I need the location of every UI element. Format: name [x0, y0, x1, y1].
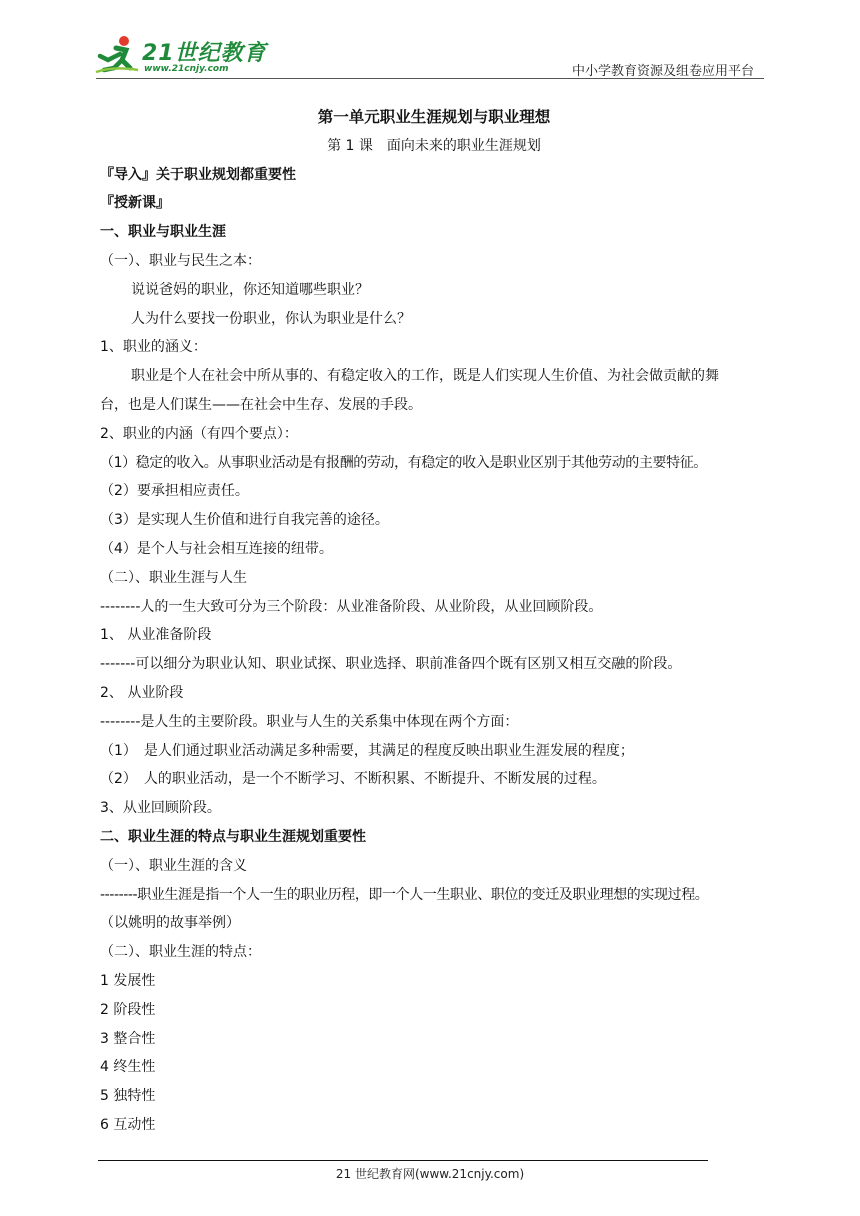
list-item: （3）是实现人生价值和进行自我完善的途径。	[100, 512, 389, 529]
paragraph-line: --------是人生的主要阶段。职业与人生的关系集中体现在两个方面：	[100, 713, 519, 730]
site-logo[interactable]	[94, 34, 267, 78]
paragraph-line: --------职业生涯是指一个人一生的职业历程，即一个人一生职业、职位的变迁及职业理想的实现过程。	[100, 886, 709, 903]
intro-heading: 『导入』关于职业规划都重要性	[100, 166, 296, 183]
runner-icon	[94, 34, 140, 76]
new-lesson-heading: 『授新课』	[100, 195, 170, 212]
list-item: 3 整合性	[100, 1030, 156, 1047]
list-item: （1）稳定的收入。从事职业活动是有报酬的劳动，有稳定的收入是职业区别于其他劳动的主要特征。	[100, 454, 707, 471]
list-item: 2 阶段性	[100, 1001, 156, 1018]
list-item: （2）要承担相应责任。	[100, 483, 249, 500]
platform-label: 中小学教育资源及组卷应用平台	[571, 64, 754, 79]
subsection-heading: （二）、职业生涯与人生	[100, 569, 247, 586]
paragraph-line: 台，也是人们谋生——在社会中生存、发展的手段。	[100, 396, 422, 413]
item-heading: 2、职业的内涵（有四个要点）：	[100, 425, 298, 442]
list-item: （2） 人的职业活动，是一个不断学习、不断积累、不断提升、不断发展的过程。	[100, 771, 606, 788]
paragraph-line: （以姚明的故事举例）	[100, 915, 240, 932]
page-header	[0, 0, 860, 90]
paragraph-line: -------可以细分为职业认知、职业试探、职业选择、职前准备四个既有区别又相互交融的阶段。	[100, 656, 682, 673]
item-heading: 1、职业的涵义：	[100, 339, 207, 356]
header-divider	[96, 78, 764, 79]
list-item: （4）是个人与社会相互连接的纽带。	[100, 540, 333, 557]
item-heading: 1、 从业准备阶段	[100, 627, 212, 644]
question-line: 说说爸妈的职业，你还知道哪些职业？	[131, 281, 369, 298]
list-item: 4 终生性	[100, 1059, 156, 1076]
document-body	[100, 103, 768, 1140]
logo-text: 21世纪教育	[142, 41, 267, 66]
doc-subtitle: 第 1 课 面向未来的职业生涯规划	[327, 137, 541, 154]
paragraph-line: 职业是个人在社会中所从事的、有稳定收入的工作，既是人们实现人生价值、为社会做贡献的舞	[131, 368, 719, 385]
logo-url: www.21cnjy.com	[144, 64, 229, 74]
question-line: 人为什么要找一份职业，你认为职业是什么？	[131, 310, 411, 327]
item-heading: 2、 从业阶段	[100, 684, 184, 701]
subsection-heading: （一）、职业与民生之本：	[100, 252, 261, 269]
footer-divider	[98, 1160, 708, 1161]
item-heading: 3、从业回顾阶段。	[100, 800, 221, 817]
page-footer[interactable]: 21 世纪教育网(www.21cnjy.com)	[335, 1167, 525, 1181]
list-item: 6 互动性	[100, 1116, 156, 1133]
section-heading-2: 二、职业生涯的特点与职业生涯规划重要性	[100, 828, 366, 845]
subsection-heading: （二）、职业生涯的特点：	[100, 944, 261, 961]
list-item: （1） 是人们通过职业活动满足多种需要，其满足的程度反映出职业生涯发展的程度；	[100, 742, 634, 759]
list-item: 5 独特性	[100, 1088, 156, 1105]
doc-title: 第一单元职业生涯规划与职业理想	[317, 108, 551, 126]
list-item: 1 发展性	[100, 972, 156, 989]
subsection-heading: （一）、职业生涯的含义	[100, 857, 247, 874]
paragraph-line: --------人的一生大致可分为三个阶段：从业准备阶段、从业阶段，从业回顾阶段。	[100, 598, 603, 615]
section-heading-1: 一、职业与职业生涯	[100, 224, 226, 241]
